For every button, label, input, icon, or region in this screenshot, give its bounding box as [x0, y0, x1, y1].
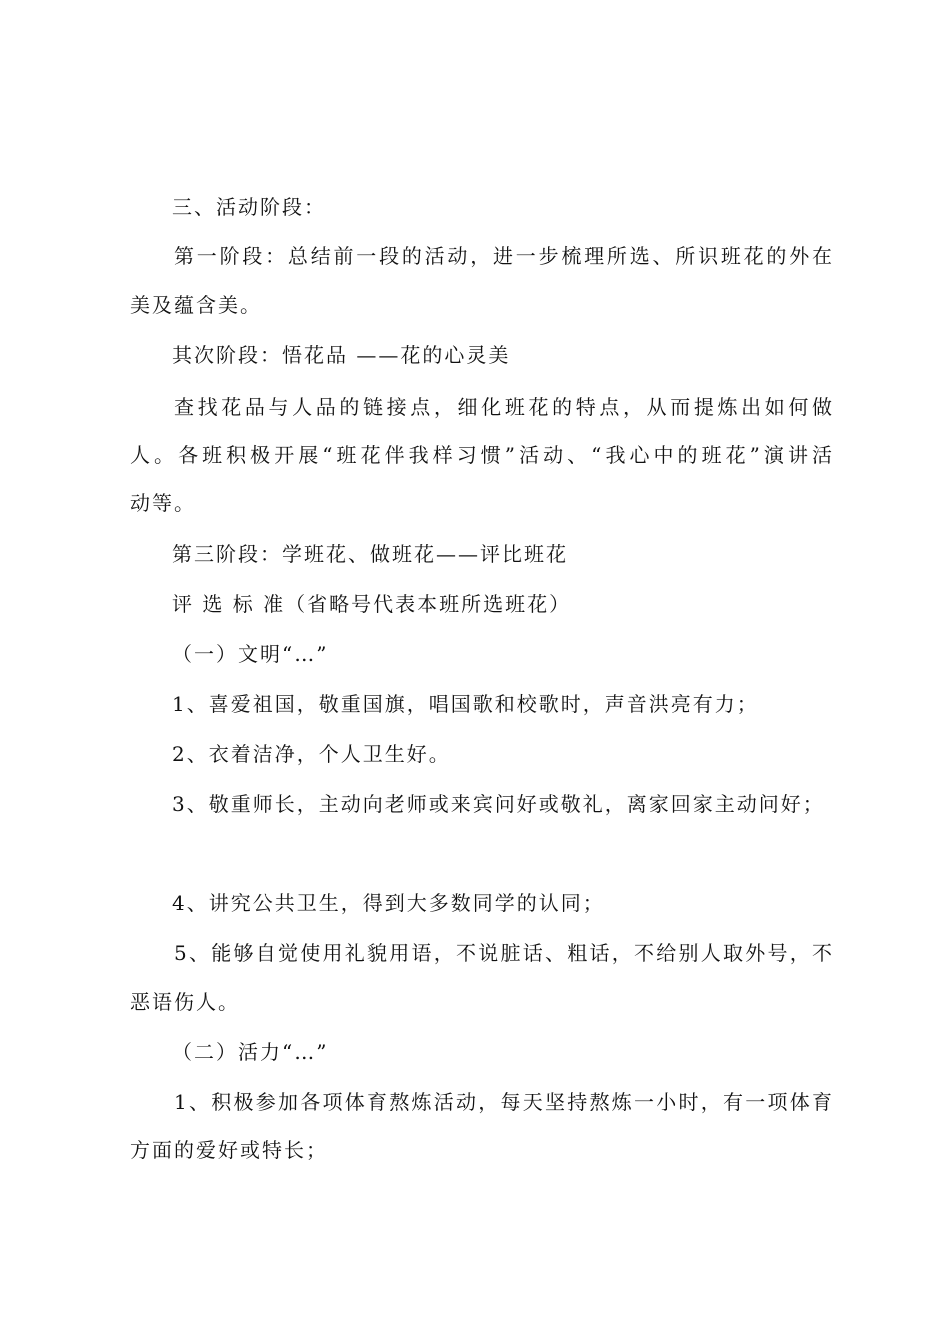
list-item: 3、敬重师长，主动向老师或来宾问好或敬礼，离家回家主动问好；: [172, 792, 825, 816]
list-item: 1、积极参加各项体育熬炼活动，每天坚持熬炼一小时，有一项体育: [174, 1090, 832, 1114]
paragraph-line: 评 选 标 准（省略号代表本班所选班花）: [172, 592, 572, 616]
paragraph-line: 第三阶段：学班花、做班花——评比班花: [172, 542, 568, 566]
list-item: 4、讲究公共卫生，得到大多数同学的认同；: [172, 891, 605, 915]
list-item: 2、衣着洁净，个人卫生好。: [172, 742, 451, 766]
paragraph-line: 人。各班积极开展“班花伴我样习惯”活动、“我心中的班花”演讲活: [130, 443, 832, 467]
subsection-heading: （一）文明“…”: [172, 642, 329, 666]
section-heading: 三、活动阶段：: [172, 195, 326, 219]
list-item: 1、喜爱祖国，敬重国旗，唱国歌和校歌时，声音洪亮有力；: [172, 692, 759, 716]
paragraph-line: 查找花品与人品的链接点，细化班花的特点，从而提炼出如何做: [174, 395, 832, 419]
subsection-heading: （二）活力“…”: [172, 1040, 329, 1064]
list-item: 5、能够自觉使用礼貌用语，不说脏话、粗话，不给别人取外号，不: [174, 941, 832, 965]
paragraph-line: 其次阶段：悟花品 ——花的心灵美: [172, 343, 511, 367]
list-item-continuation: 方面的爱好或特长；: [130, 1138, 328, 1162]
paragraph-line: 第一阶段：总结前一段的活动，进一步梳理所选、所识班花的外在: [174, 244, 832, 268]
list-item-continuation: 恶语伤人。: [130, 990, 240, 1014]
paragraph-line: 动等。: [130, 491, 196, 515]
paragraph-line: 美及蕴含美。: [130, 293, 262, 317]
